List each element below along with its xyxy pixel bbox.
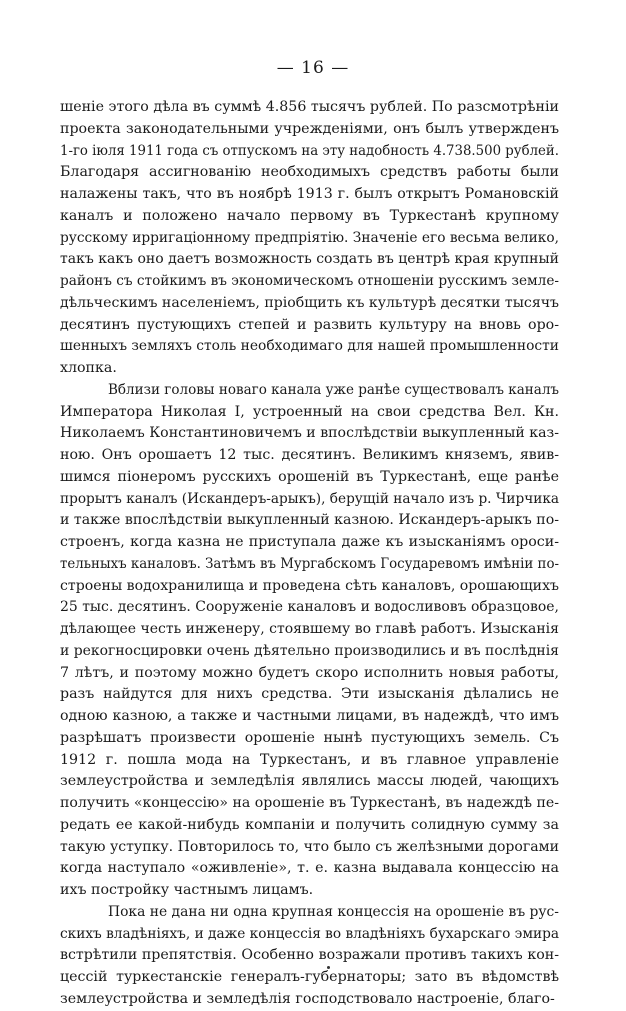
text-line: 7 лѣтъ, и поэтому можно будетъ скоро исполнить новыя работы, bbox=[60, 664, 559, 681]
text-line: дѣльческимъ населеніемъ, пріобщить къ культурѣ десятки тысячъ bbox=[60, 294, 559, 311]
text-line: когда наступало «оживленіе», т. е. казна выдавала концессію на bbox=[60, 860, 559, 877]
text-line: прорытъ каналъ (Искандеръ-арыкъ), берущій начало изъ р. Чирчика bbox=[60, 490, 559, 507]
text-line: ихъ постройку частнымъ лицамъ. bbox=[60, 882, 314, 898]
text-line: шенныхъ земляхъ столь необходимаго для нашей промышленности bbox=[60, 338, 559, 355]
text-line: цессій туркестанскіе генералъ-губернаторы; зато въ вѣдомствѣ bbox=[60, 969, 559, 985]
text-line: землеустройства и земледѣлія являлись массы людей, чающихъ bbox=[60, 773, 559, 790]
text-line: 1-го іюля 1911 года съ отпускомъ на эту надобность 4.738.500 рублей. bbox=[60, 142, 559, 159]
text-line: такъ какъ оно даетъ возможность создать въ центрѣ края крупный bbox=[60, 251, 559, 268]
text-line: разрѣшатъ произвести орошеніе нынѣ пустующихъ земель. Съ bbox=[60, 729, 559, 746]
paragraph bbox=[60, 380, 559, 902]
text-line: Императора Николая I, устроенный на свои средства Вел. Кн. bbox=[60, 403, 559, 420]
text-line: шеніе этого дѣла въ суммѣ 4.856 тысячъ рублей. По разсмотрѣніи bbox=[60, 99, 559, 115]
text-line: десятинъ пустующихъ степей и развить культуру на вновь оро- bbox=[60, 316, 559, 333]
text-line: и также впослѣдствіи выкупленный казною. Искандеръ-арыкъ по- bbox=[60, 512, 559, 529]
text-line: районъ съ стойкимъ въ экономическомъ отношеніи русскимъ земле- bbox=[60, 273, 559, 289]
text-line: встрѣтили препятствія. Особенно возражали противъ такихъ кон- bbox=[60, 947, 559, 964]
text-line: шимся піонеромъ русскихъ орошеній въ Туркестанѣ, еще ранѣе bbox=[60, 468, 559, 485]
text-line: редать ее какой-нибудь компаніи и получить солидную сумму за bbox=[60, 816, 559, 833]
text-line: строенъ, когда казна не приступала даже къ изысканіямъ ороси- bbox=[60, 534, 559, 550]
text-line: и рекогносцировки очень дѣятельно производились и въ послѣднія bbox=[60, 642, 559, 659]
text-line: дѣлающее честь инженеру, стоявшему во главѣ работъ. Изысканія bbox=[60, 621, 559, 637]
scan-speck bbox=[327, 966, 330, 969]
text-line: каналъ и положено начало первому въ Туркестанѣ крупному bbox=[60, 207, 559, 224]
text-line: получить «концессію» на орошеніе въ Туркестанѣ, въ надеждѣ пе- bbox=[60, 795, 559, 811]
text-line: русскому ирригаціонному предпріятію. Значеніе его весьма велико, bbox=[60, 229, 559, 246]
text-line: 1912 г. пошла мода на Туркестанъ, и въ главное управленіе bbox=[60, 751, 559, 768]
body-text bbox=[60, 97, 559, 1011]
text-line: хлопка. bbox=[60, 360, 117, 376]
text-line: ною. Онъ орошаетъ 12 тыс. десятинъ. Великимъ княземъ, явив- bbox=[60, 447, 559, 463]
text-line: Пока не дана ни одна крупная концессія на орошеніе въ рус- bbox=[108, 903, 559, 920]
text-line: налажены такъ, что въ ноябрѣ 1913 г. былъ открытъ Романовскій bbox=[60, 186, 559, 202]
text-line: землеустройства и земледѣлія господствовало настроеніе, благо- bbox=[60, 990, 555, 1007]
text-line: проекта законодательными учрежденіями, онъ былъ утвержденъ bbox=[60, 120, 559, 137]
paragraph bbox=[60, 902, 559, 1011]
text-line: строены водохранилища и проведена сѣть каналовъ, орошающихъ bbox=[60, 577, 559, 594]
text-line: такую уступку. Повторилось то, что было съ желѣзными дорогами bbox=[60, 838, 559, 855]
text-line: 25 тыс. десятинъ. Сооруженіе каналовъ и водосливовъ образцовое, bbox=[60, 599, 559, 616]
text-line: тельныхъ каналовъ. Затѣмъ въ Мургабскомъ Государевомъ имѣніи по- bbox=[60, 555, 559, 572]
paragraph bbox=[60, 97, 559, 380]
text-line: Николаемъ Константиновичемъ и впослѣдствіи выкупленный каз- bbox=[60, 425, 559, 442]
text-line: одною казною, а также и частными лицами, въ надеждѣ, что имъ bbox=[60, 708, 559, 724]
page-number: — 16 — bbox=[276, 58, 350, 78]
text-line: Вблизи головы новаго канала уже ранѣе существовалъ каналъ bbox=[108, 381, 559, 398]
text-line: разъ найдутся для нихъ средства. Эти изысканія дѣлались не bbox=[60, 686, 559, 703]
text-line: Благодаря ассигнованію необходимыхъ средствъ работы были bbox=[60, 164, 559, 181]
text-line: скихъ владѣніяхъ, и даже концессія во владѣніяхъ бухарскаго эмира bbox=[60, 925, 559, 942]
